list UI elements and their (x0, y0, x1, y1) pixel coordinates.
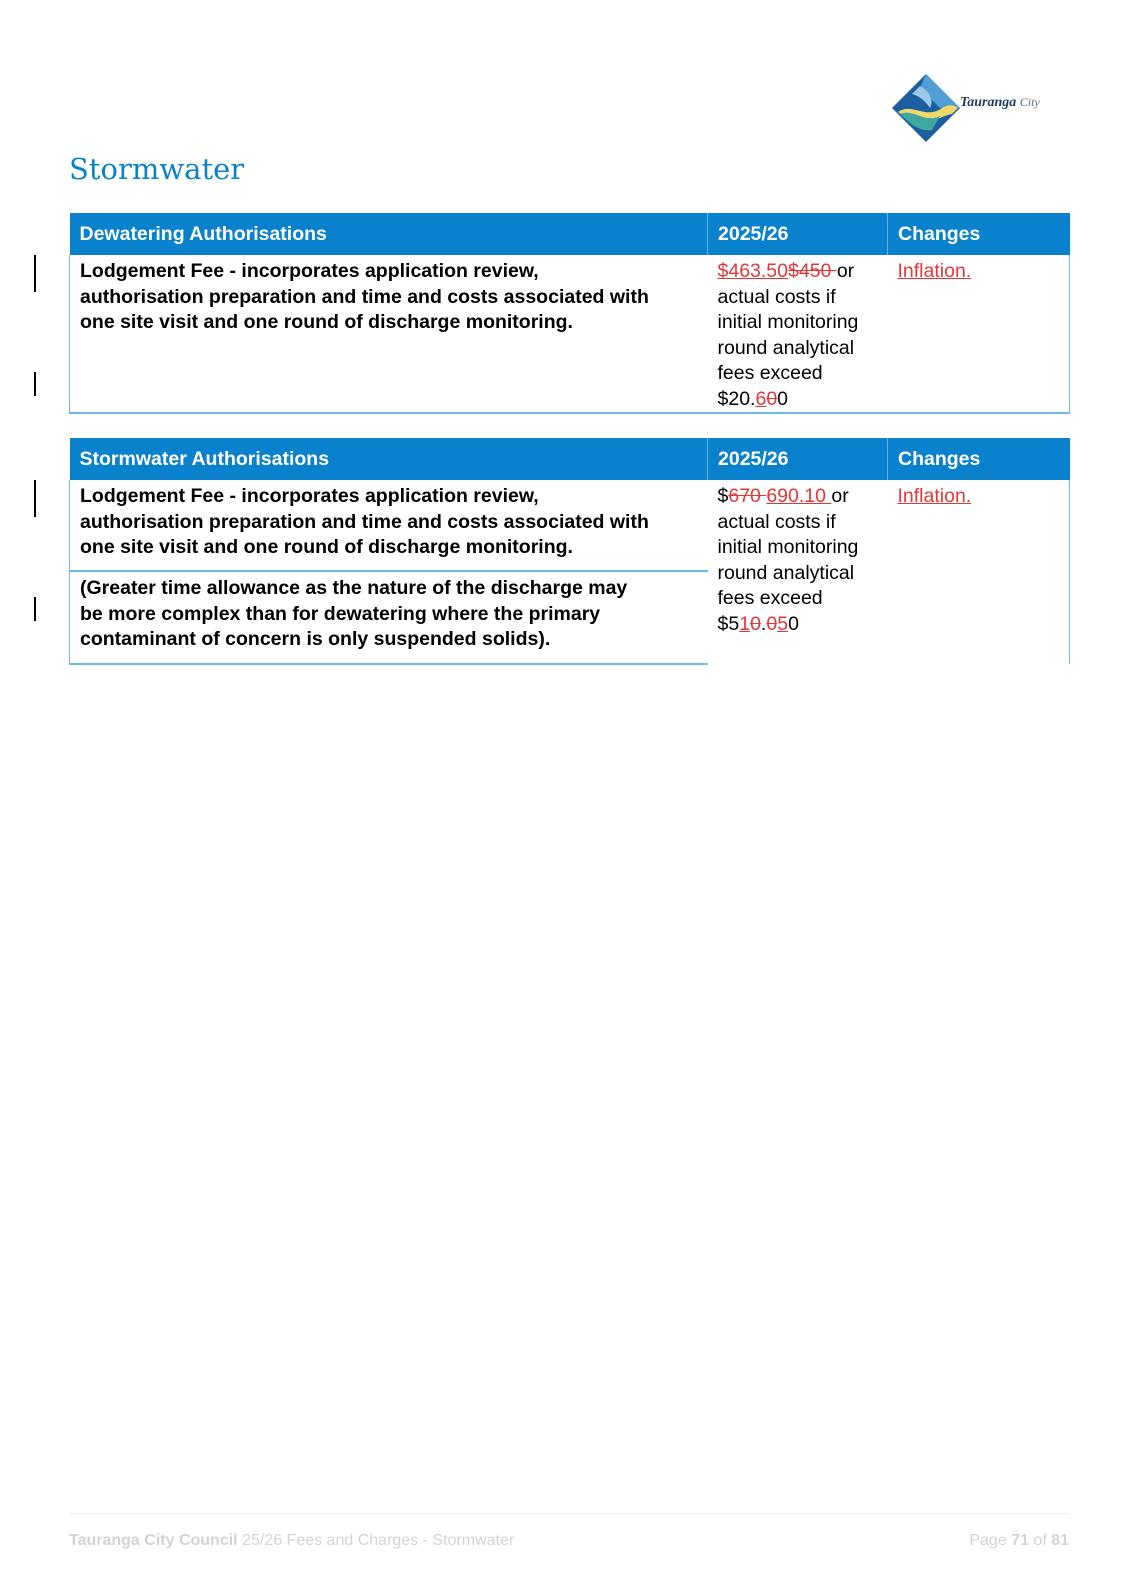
footer-org: Tauranga City Council (69, 1532, 238, 1549)
footer-divider (69, 1513, 1069, 1514)
fee-text: or (831, 485, 849, 507)
change-bar (34, 480, 36, 517)
inserted-text: Inflation. (897, 260, 972, 282)
description-line: one site visit and one round of discharge monitoring. (80, 536, 573, 558)
deleted-text: 0 (766, 387, 778, 410)
fee-line (718, 612, 878, 638)
fee-text: 0 (788, 612, 799, 635)
fee-text: $ (717, 485, 729, 507)
fee-amount (708, 480, 888, 664)
footer-page-number (969, 1532, 1069, 1550)
stormwater-authorisations-table (69, 438, 1070, 665)
column-header-year: 2025/26 (708, 438, 888, 480)
deleted-text: 0 (750, 612, 761, 635)
fee-line: fees exceed (717, 587, 823, 609)
column-header-changes: Changes (888, 438, 1070, 480)
description-line: authorisation preparation and time and costs associated with (80, 285, 649, 308)
fee-text: . (760, 612, 767, 635)
deleted-text: 670 (728, 485, 767, 507)
fee-text: 0 (777, 387, 789, 410)
tauranga-city-logo (890, 72, 1065, 146)
dewatering-authorisations-table (69, 213, 1070, 414)
page-title: Stormwater (69, 152, 245, 186)
description-line: Lodgement Fee - incorporates application review, (80, 485, 539, 507)
change-bar (34, 597, 36, 621)
fee-line (718, 387, 878, 413)
fee-line: initial monitoring (717, 536, 859, 558)
table-header-row (70, 213, 1070, 255)
page-label: Page (969, 1532, 1012, 1549)
note-line: (Greater time allowance as the nature of the discharge may (80, 577, 628, 599)
fee-line: actual costs if (717, 510, 836, 533)
current-page: 71 (1011, 1532, 1029, 1549)
column-header-year: 2025/26 (708, 213, 888, 255)
inserted-text: 6 (755, 387, 767, 410)
fee-text: or (836, 260, 855, 282)
fee-line: initial monitoring (717, 311, 859, 333)
column-header-changes: Changes (888, 213, 1070, 255)
change-bar (34, 372, 36, 396)
description-line: Lodgement Fee - incorporates application review, (80, 260, 539, 282)
fee-note (70, 571, 708, 664)
fee-change (888, 480, 1070, 664)
fee-text: $5 (717, 612, 740, 635)
fee-text: $20. (717, 387, 756, 410)
inserted-text: 5 (777, 612, 789, 635)
fee-line (718, 484, 878, 510)
inserted-text: $463.50 (717, 260, 788, 282)
fee-line: round analytical (717, 561, 855, 584)
fee-line: fees exceed (717, 362, 823, 384)
fee-description (70, 255, 708, 413)
inserted-text: 690.10 (766, 485, 832, 507)
fee-line (718, 259, 878, 285)
note-line: be more complex than for dewatering where the primary (80, 602, 601, 625)
table-row (70, 255, 1070, 413)
fee-line: actual costs if (717, 285, 836, 308)
table-header-row (70, 438, 1070, 480)
footer-doc: 25/26 Fees and Charges - Stormwater (237, 1532, 515, 1549)
deleted-text: 0 (766, 612, 778, 635)
column-header-section: Stormwater Authorisations (70, 438, 708, 480)
table-row (70, 480, 1070, 571)
change-bar (34, 255, 36, 292)
total-pages: 81 (1051, 1532, 1069, 1549)
fee-change (888, 255, 1070, 413)
inserted-text: 1 (739, 612, 751, 635)
fee-line: round analytical (717, 336, 855, 359)
deleted-text: $450 (788, 260, 837, 282)
fee-amount (708, 255, 888, 413)
logo-diamond-icon (890, 72, 962, 146)
inserted-text: Inflation. (897, 485, 972, 507)
fee-description (70, 480, 708, 571)
footer-document-title (69, 1532, 514, 1550)
column-header-section: Dewatering Authorisations (70, 213, 708, 255)
of-label: of (1028, 1532, 1052, 1549)
note-line: contaminant of concern is only suspended solids). (80, 628, 551, 650)
description-line: authorisation preparation and time and costs associated with (80, 510, 649, 533)
logo-wordmark: Tauranga City (960, 95, 1040, 110)
description-line: one site visit and one round of discharge monitoring. (80, 311, 573, 333)
